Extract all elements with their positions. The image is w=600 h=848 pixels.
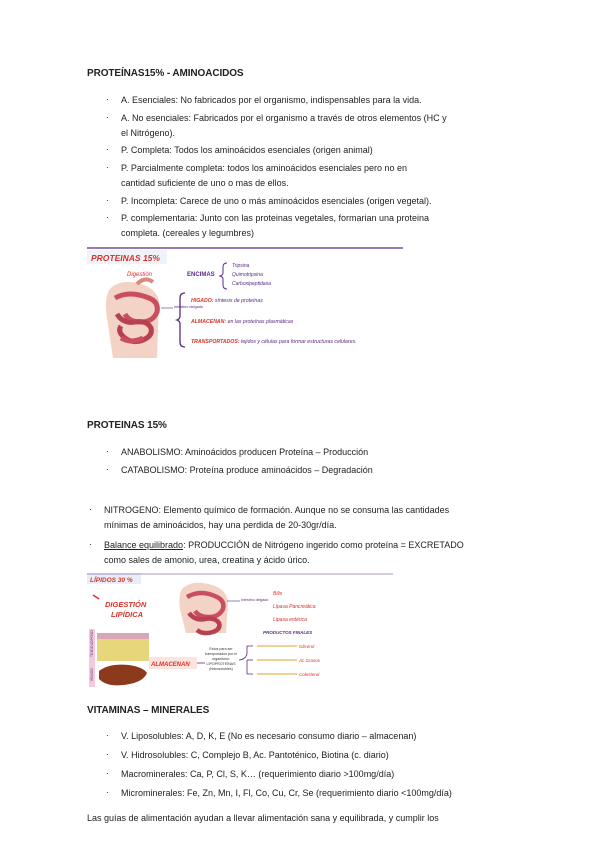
- list-item: P. Incompleta: Carece de uno o más aminoácidos esenciales (origen vegetal).: [121, 196, 432, 206]
- fig2-side-label: TEJIDO ADIPOSO: [90, 630, 94, 657]
- fig1-enzyme: Carboxipeptidasa: [232, 281, 271, 287]
- fig1-row: [191, 339, 357, 345]
- fig1-digestion: Digestión: [127, 272, 153, 278]
- list-item-cont: cantidad suficiente de uno o mas de ellos.: [121, 178, 289, 188]
- fig1-row-label: ALMACENAN:: [191, 319, 227, 325]
- intestine-image: [179, 583, 228, 633]
- fig2-final: Ác Grasos: [299, 658, 321, 663]
- adipose-image: [97, 633, 149, 661]
- fig2-trans: Estos para ser: [209, 647, 233, 651]
- fig1-row: [191, 298, 263, 304]
- bullet-dot: ·: [106, 212, 109, 222]
- list-item-cont: completa. (cereales y legumbres): [121, 228, 255, 238]
- fig1-row: [190, 319, 294, 325]
- fig2-trans: (hidrosolubles): [209, 667, 233, 671]
- fig2-trans: LIPOPROTEÍNAS: [206, 662, 236, 666]
- list-item: P. Completa: Todos los aminoácidos esenciales (origen animal): [121, 145, 373, 155]
- bullet-dot: ·: [89, 504, 92, 514]
- list-item: Microminerales: Fe, Zn, Mn, I, Fl, Co, Cu, Cr, Se (requerimiento diario <100mg/día): [121, 788, 452, 798]
- balance-text: [104, 539, 464, 552]
- section3-title: VITAMINAS – MINERALES: [87, 705, 210, 716]
- nitrogeno-text: NITROGENO: Elemento químico de formación. Aunque no se consuma las cantidades: [104, 505, 450, 515]
- fig1-row-text: tejidos y células para formar estructuras celulares.: [239, 339, 357, 345]
- bullet-dot: ·: [106, 112, 109, 122]
- bullet-dot: ·: [106, 195, 109, 205]
- fig1-row-label: TRANSPORTADOS:: [191, 339, 240, 345]
- bullet-dot: ·: [106, 730, 109, 740]
- section2-title: PROTEINAS 15%: [87, 420, 167, 431]
- fig1-intestino: Intestino delgado: [174, 305, 203, 309]
- fig2-enzyme: Lipasa entérica: [273, 617, 307, 623]
- bullet-dot: ·: [89, 539, 92, 549]
- closing-text: Las guías de alimentación ayudan a llevar alimentación sana y equilibrada, y cumplir los: [87, 813, 439, 823]
- intestine-image: [106, 279, 159, 358]
- bullet-dot: ·: [106, 768, 109, 778]
- list-item: ANABOLISMO: Aminoácidos producen Proteína – Producción: [121, 447, 369, 457]
- balance-desc: : PRODUCCIÓN de Nitrógeno ingerido como proteína = EXCRETADO: [183, 540, 464, 550]
- fig2-digestion: DIGESTIÓN: [105, 600, 147, 609]
- list-item: CATABOLISMO: Proteína produce aminoácidos – Degradación: [121, 465, 373, 475]
- fig2-lipidica: LIPÍDICA: [111, 610, 144, 619]
- list-item: A. No esenciales: Fabricados por el organismo a través de otros elementos (HC y: [121, 113, 447, 123]
- bullet-dot: ·: [106, 787, 109, 797]
- fig1-title: PROTEINAS 15%: [91, 253, 160, 263]
- fig2-final: Glicerol: [299, 644, 315, 649]
- fig1-row-text: síntesis de proteínas: [213, 298, 263, 304]
- bullet-dot: ·: [106, 162, 109, 172]
- fig1-row-text: en las proteínas plasmáticas: [226, 319, 294, 325]
- fig1-row-label: HIGADO:: [191, 298, 214, 304]
- proteins-diagram: [87, 246, 405, 362]
- section1-title: PROTEÍNAS15% - AMINOACIDOS: [87, 68, 244, 79]
- fig2-final: Colesterol: [299, 672, 320, 677]
- list-item: V. Hidrosolubles: C, Complejo B, Ac. Pantoténico, Biotina (c. diario): [121, 750, 389, 760]
- list-item: V. Liposolubles: A, D, K, E (No es necesario consumo diario – almacenan): [121, 731, 417, 741]
- fig1-encimas: ENCIMAS: [187, 272, 215, 278]
- fig2-intestino: Intestino delgado: [241, 598, 269, 602]
- proteins-figure: [87, 246, 405, 362]
- lipids-figure: [87, 573, 393, 689]
- fig2-title: LÍPIDOS 30 %: [90, 577, 133, 584]
- bullet-dot: ·: [106, 446, 109, 456]
- fig2-enzyme: Bilis: [273, 591, 283, 597]
- fig1-enzyme: Tripsina: [232, 263, 250, 269]
- bullet-dot: ·: [106, 94, 109, 104]
- fig2-trans: transportados por el: [205, 652, 237, 656]
- fig2-enzyme: Lipasa Pancreática: [273, 604, 316, 610]
- list-item: P. complementaria: Junto con las proteinas vegetales, formarian una proteina: [121, 213, 430, 223]
- nitrogeno-text-cont: mínimas de aminoácidos, hay una perdida de 20-30gr/día.: [104, 520, 337, 530]
- list-item: A. Esenciales: No fabricados por el organismo, indispensables para la vida.: [121, 95, 422, 105]
- fig2-productos: PRODUCTOS FINALES: [263, 630, 313, 635]
- list-item: Macrominerales: Ca, P, Cl, S, K… (requerimiento diario >100mg/día): [121, 769, 395, 779]
- bullet-dot: ·: [106, 749, 109, 759]
- fig2-trans: organismo:: [212, 657, 230, 661]
- lipids-diagram: [87, 573, 393, 689]
- balance-text-cont: como sales de amonio, urea, creatina y ácido úrico.: [104, 555, 310, 565]
- fig2-almacenan: ALMACENAN: [151, 662, 190, 668]
- bullet-dot: ·: [106, 464, 109, 474]
- list-item-cont: el Nitrógeno).: [121, 128, 176, 138]
- fig1-enzyme: Quimotripsina: [232, 272, 263, 278]
- fig2-side-label: HÍGADO: [90, 668, 94, 681]
- balance-label: Balance equilibrado: [104, 540, 184, 550]
- bullet-dot: ·: [106, 144, 109, 154]
- list-item: P. Parcialmente completa: todos los aminoácidos esenciales pero no en: [121, 163, 408, 173]
